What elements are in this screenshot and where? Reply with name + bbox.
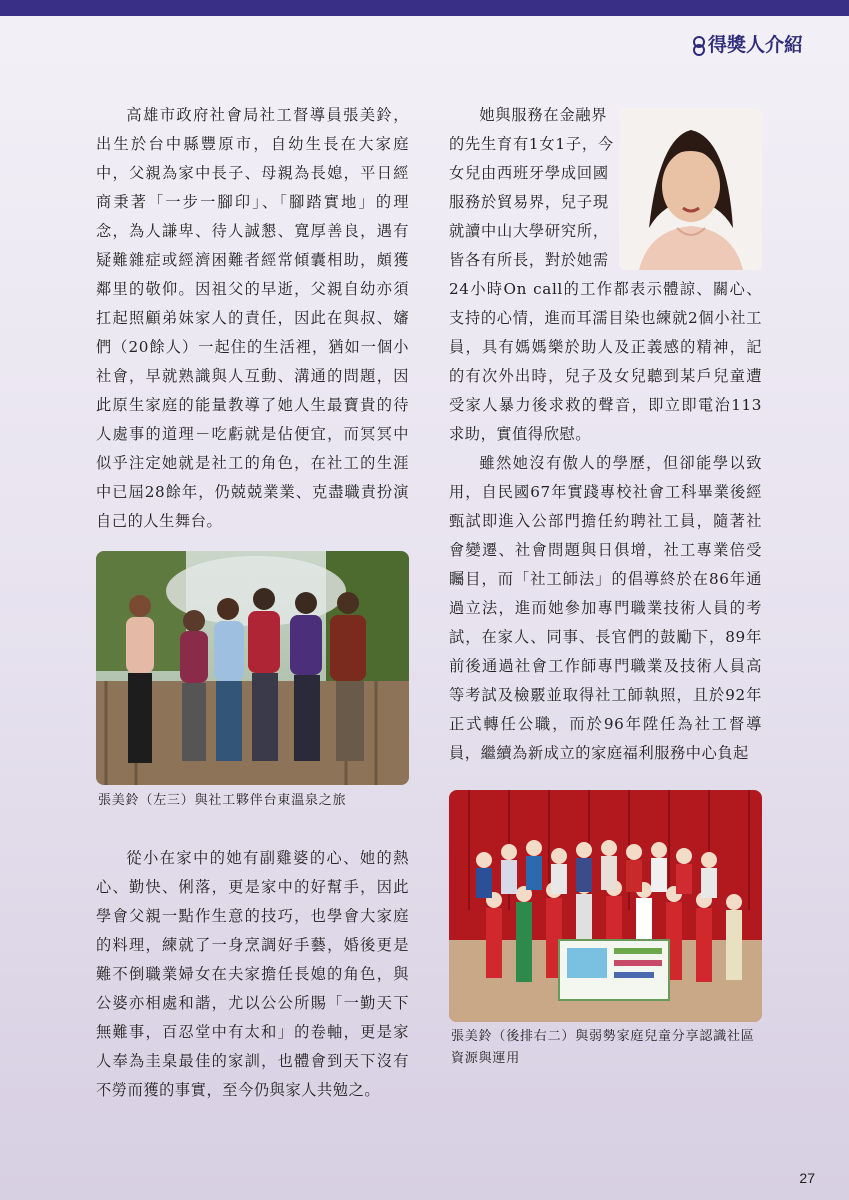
family-paragraph: 24小時On call的工作都表示體諒、關心、支持的心情，進而耳濡目染也練就2個小社工員，具有媽媽樂於助人及正義感的精神，記的有次外出時，兒子及女兒聽到某戶兒童遭受家人暴力後求救的聲音，即立即電治113求助，實值得欣慰。	[449, 280, 762, 443]
wrap-line-3: 女兒由西班牙學成回國	[449, 164, 609, 182]
intro-paragraph: 高雄市政府社會局社工督導員張美鈴，出生於台中縣豐原市，自幼生長在大家庭中，父親為家中長子、母親為長媳，平日經商秉著「一步一腳印」、「腳踏實地」的理念，為人謙卑、待人誠懇、寬厚善良，遇有疑難雜症或經濟困難者經常傾囊相助，頗獲鄰里的敬仰。因祖父的早逝，父親自幼亦須扛起照顧弟妹家人的責任，因此在與叔、嬸們（20餘人）一起住的生活裡，猶如一個小社會，早就熟識與人互動、溝通的問題，因此原生家庭的能量教導了她人生最寶貴的待人處事的道理－吃虧就是佔便宜，而冥冥中似乎注定她就是社工的角色，在社工的生涯中已屆28餘年，仍兢兢業業、克盡職責扮演自己的人生舞台。	[96, 106, 409, 530]
children-group-photo	[449, 790, 762, 1022]
right-column-wrapped-lines	[449, 101, 617, 275]
career-paragraph: 雖然她沒有傲人的學歷，但卻能學以致用，自民國67年實踐專校社會工科畢業後經甄試即進入公部門擔任約聘社工員，隨著社會變遷、社會問題與日俱增，社工專業倍受矚目，而「社工師法」的倡導終於在86年通過立法，進而她參加專門職業技術人員的考試，在家人、同事、長官們的鼓勵下，89年前後通過社會工作師專門職業及技術人員高等考試及檢覈並取得社工師執照，且於92年正式轉任公職，而於96年陞任為社工督導員，繼續為新成立的家庭福利服務中心負起	[449, 454, 762, 762]
wrap-line-5: 就讀中山大學研究所，	[449, 222, 609, 240]
right-column-family	[449, 275, 762, 768]
left-column-childhood	[96, 844, 409, 1105]
wrap-line-2: 的先生育有1女1子，今	[449, 135, 614, 153]
page-number: 27	[799, 1170, 815, 1186]
top-band	[0, 0, 849, 16]
wrap-line-6: 皆各有所長，對於她需	[449, 251, 609, 269]
hot-spring-group-photo	[96, 551, 409, 785]
wrap-line-4: 服務於貿易界，兒子現	[449, 193, 609, 211]
children-photo-caption: 張美鈴（後排右二）與弱勢家庭兒童分享認識社區資源與運用	[451, 1029, 755, 1066]
section-header	[692, 30, 803, 57]
childhood-paragraph: 從小在家中的她有副雞婆的心、她的熱心、勤快、俐落，更是家中的好幫手，因此學會父親一點作生意的技巧，也學會大家庭的料理，練就了一身烹調好手藝，婚後更是難不倒職業婦女在夫家擔任長媳的角色，與公婆亦相處和諧，尤以公公所賜「一勤天下無難事，百忍堂中有太和」的卷軸，更是家人奉為圭臬最佳的家訓，也體會到天下沒有不勞而獲的事實，至今仍與家人共勉之。	[96, 849, 409, 1099]
portrait-photo	[619, 108, 762, 270]
wrap-line-1: 她與服務在金融界	[479, 106, 608, 124]
hot-spring-photo-caption: 張美鈴（左三）與社工夥伴台東溫泉之旅	[98, 793, 347, 808]
chain-link-icon	[692, 34, 702, 54]
section-title: 得獎人介紹	[707, 34, 803, 56]
left-column-intro	[96, 101, 409, 536]
